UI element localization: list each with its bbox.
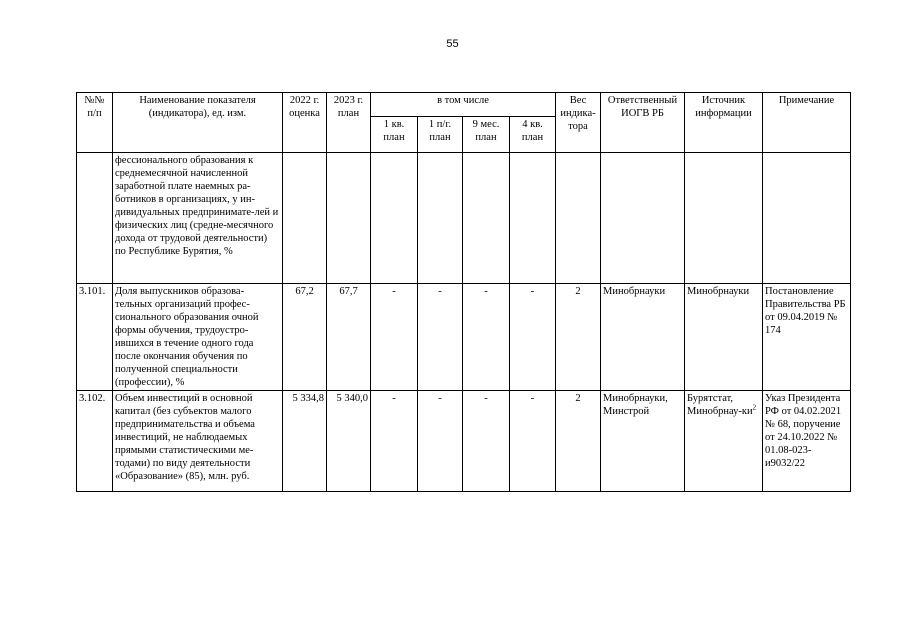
row-name: Доля выпускников образова-тельных организаций профес-сионального образования очной формы обучения, трудоустро-ившихся в течение одного года после окончания обучения по полученной специальности (профессии), % [113,284,283,391]
row-h1: - [418,391,463,492]
row-q1: - [371,284,418,391]
row-weight: 2 [556,284,601,391]
col-9m-header: 9 мес. план [463,117,510,153]
row-responsible [601,153,685,284]
col-h1-header: 1 п/г. план [418,117,463,153]
footnote-marker: 2 [752,403,757,412]
row-q4 [510,153,556,284]
col-weight-header: Вес индика- тора [556,93,601,153]
row-q1 [371,153,418,284]
row-responsible: Минобрнауки, Минстрой [601,391,685,492]
row-2023 [327,153,371,284]
col-including-header: в том числе [371,93,556,117]
table-row [77,284,851,391]
row-9m [463,153,510,284]
row-source [685,391,763,492]
row-num: 3.101. [77,284,113,391]
row-note: Указ Президента РФ от 04.02.2021 № 68, поручение от 24.10.2022 № 01.08-023-и9032/22 [763,391,851,492]
page-number: 55 [446,38,459,50]
row-source: Минобрнауки [685,284,763,391]
source-text: Бурятстат, Минобрнау-ки [687,393,753,417]
row-q1: - [371,391,418,492]
row-q4: - [510,391,556,492]
col-2023-header: 2023 г. план [327,93,371,153]
row-num: 3.102. [77,391,113,492]
row-note [763,153,851,284]
table-row [77,391,851,492]
row-note: Постановление Правительства РБ от 09.04.2019 № 174 [763,284,851,391]
col-2022-header: 2022 г. оценка [283,93,327,153]
row-2022 [283,153,327,284]
row-q4: - [510,284,556,391]
row-name: фессионального образования к среднемесячной начисленной заработной плате наемных ра-ботников в организациях, у ин-дивидуальных предпринимате-лей и физических лиц (средне-месячного дохода от трудовой деятельности) по Республике Бурятия, % [113,153,283,284]
col-q1-header: 1 кв. план [371,117,418,153]
col-note-header: Примечание [763,93,851,153]
row-9m: - [463,284,510,391]
row-2023: 5 340,0 [327,391,371,492]
row-h1: - [418,284,463,391]
row-num [77,153,113,284]
col-source-header: Источник информации [685,93,763,153]
row-h1 [418,153,463,284]
row-name: Объем инвестиций в основной капитал (без субъектов малого предпринимательства и объема инвестиций, не наблюдаемых прямыми статистическими ме-тодами) по виду деятельности «Образование» (85), млн. руб. [113,391,283,492]
row-weight [556,153,601,284]
col-q4-header: 4 кв. план [510,117,556,153]
row-weight: 2 [556,391,601,492]
row-2022: 67,2 [283,284,327,391]
col-name-header: Наименование показателя (индикатора), ед. изм. [113,93,283,153]
col-responsible-header: Ответственный ИОГВ РБ [601,93,685,153]
row-9m: - [463,391,510,492]
row-2023: 67,7 [327,284,371,391]
table-row [77,153,851,284]
row-2022: 5 334,8 [283,391,327,492]
indicators-table [76,92,851,492]
row-responsible: Минобрнауки [601,284,685,391]
row-source [685,153,763,284]
header-row [77,93,851,117]
col-num-header: №№ п/п [77,93,113,153]
